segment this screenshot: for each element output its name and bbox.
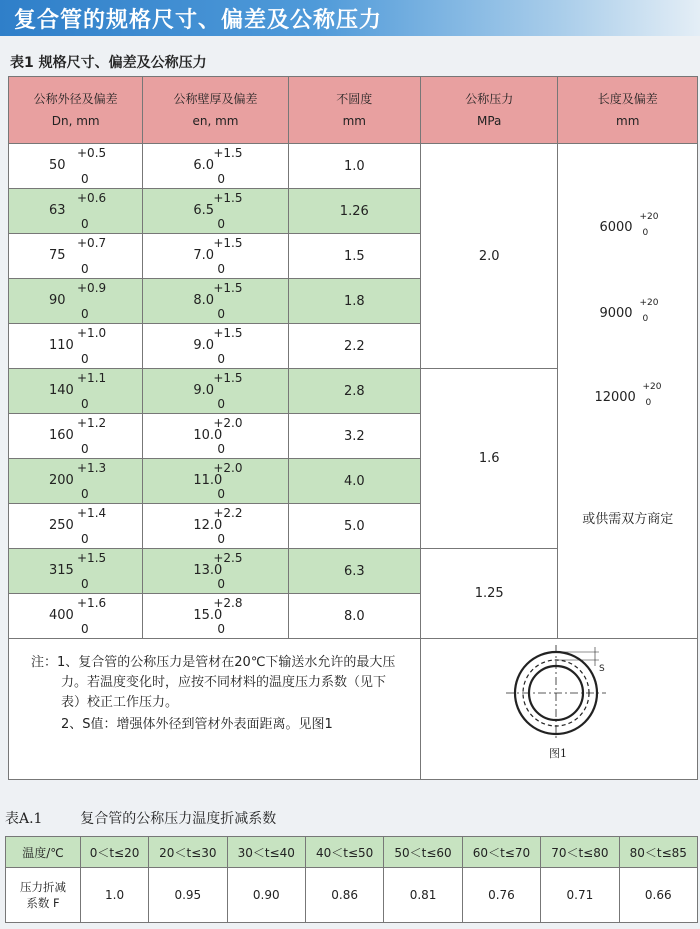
dn-cell-upper-tolerance: +0.6 <box>77 191 107 205</box>
factor-label: 压力折减 系数 F <box>6 868 81 923</box>
temperature-range: 40＜t≤50 <box>305 837 383 868</box>
en-cell-value: 11.0 <box>193 473 223 488</box>
dn-cell-upper-tolerance: +0.9 <box>77 281 107 295</box>
dn-cell <box>9 549 143 594</box>
length-lower-tolerance: 0 <box>645 398 652 408</box>
en-cell <box>143 504 288 549</box>
ovality-cell: 5.0 <box>288 504 420 549</box>
en-cell-lower-tolerance: 0 <box>217 307 225 321</box>
dn-cell-upper-tolerance: +1.2 <box>77 416 107 430</box>
dn-cell <box>9 504 143 549</box>
length-value: 12000 <box>594 390 636 405</box>
dn-cell-value: 315 <box>49 563 74 578</box>
factor-row <box>6 868 698 923</box>
temperature-factor-table <box>5 836 698 923</box>
en-cell-lower-tolerance: 0 <box>217 442 225 456</box>
dn-cell-lower-tolerance: 0 <box>81 532 89 546</box>
en-cell <box>143 594 288 639</box>
en-cell <box>143 279 288 324</box>
dn-cell <box>9 594 143 639</box>
en-cell-value: 15.0 <box>193 608 223 623</box>
en-cell-upper-tolerance: +1.5 <box>213 191 243 205</box>
header-length: 长度及偏差 mm <box>558 77 698 144</box>
en-cell-value: 9.0 <box>193 383 215 398</box>
reduction-factor: 0.90 <box>227 868 305 923</box>
figure-s-label: S <box>598 664 605 674</box>
spec-table-header-row <box>9 77 698 144</box>
dn-cell-lower-tolerance: 0 <box>81 442 89 456</box>
notes-cell <box>9 639 421 780</box>
pressure-cell: 1.6 <box>420 369 557 549</box>
notes-row <box>9 639 698 780</box>
dn-cell <box>9 144 143 189</box>
en-cell-value: 13.0 <box>193 563 223 578</box>
en-cell-upper-tolerance: +1.5 <box>213 281 243 295</box>
table1-caption: 表1 规格尺寸、偏差及公称压力 <box>10 55 207 71</box>
en-cell-upper-tolerance: +2.5 <box>213 551 243 565</box>
reduction-factor: 0.71 <box>541 868 619 923</box>
reduction-factor: 0.76 <box>462 868 540 923</box>
dn-cell-lower-tolerance: 0 <box>81 172 89 186</box>
dn-cell-lower-tolerance: 0 <box>81 622 89 636</box>
dn-cell-lower-tolerance: 0 <box>81 352 89 366</box>
en-cell-lower-tolerance: 0 <box>217 352 225 366</box>
dn-cell-upper-tolerance: +0.5 <box>77 146 107 160</box>
dn-cell <box>9 459 143 504</box>
dn-cell-value: 200 <box>49 473 74 488</box>
dn-cell-upper-tolerance: +1.0 <box>77 326 107 340</box>
table2-caption: 表A.1 复合管的公称压力温度折减系数 <box>5 811 277 827</box>
dn-cell-upper-tolerance: +1.4 <box>77 506 107 520</box>
pressure-cell: 1.25 <box>420 549 557 639</box>
length-cell <box>558 144 698 639</box>
length-upper-tolerance: +20 <box>642 382 662 392</box>
dn-cell-value: 50 <box>49 158 66 173</box>
en-cell-upper-tolerance: +1.5 <box>213 236 243 250</box>
en-cell-lower-tolerance: 0 <box>217 217 225 231</box>
ovality-cell: 3.2 <box>288 414 420 459</box>
length-lower-tolerance: 0 <box>642 228 649 238</box>
en-cell-value: 6.0 <box>193 158 215 173</box>
en-cell-value: 12.0 <box>193 518 223 533</box>
en-cell-value: 9.0 <box>193 338 215 353</box>
dn-cell-lower-tolerance: 0 <box>81 577 89 591</box>
dn-cell-lower-tolerance: 0 <box>81 487 89 501</box>
dn-cell-value: 140 <box>49 383 74 398</box>
temperature-range: 20＜t≤30 <box>149 837 227 868</box>
ovality-cell: 2.2 <box>288 324 420 369</box>
ovality-cell: 1.0 <box>288 144 420 189</box>
en-cell-upper-tolerance: +1.5 <box>213 326 243 340</box>
reduction-factor: 0.95 <box>149 868 227 923</box>
temperature-range: 50＜t≤60 <box>384 837 462 868</box>
ovality-cell: 1.5 <box>288 234 420 279</box>
note-2: 2、S值：增强体外径到管材外表面距离。见图1 <box>61 717 333 732</box>
temperature-range: 60＜t≤70 <box>462 837 540 868</box>
en-cell-upper-tolerance: +1.5 <box>213 371 243 385</box>
en-cell-lower-tolerance: 0 <box>217 622 225 636</box>
en-cell-value: 10.0 <box>193 428 223 443</box>
dn-cell-value: 75 <box>49 248 66 263</box>
length-upper-tolerance: +20 <box>639 212 659 222</box>
reduction-factor: 0.86 <box>305 868 383 923</box>
temperature-range: 70＜t≤80 <box>541 837 619 868</box>
dn-cell-lower-tolerance: 0 <box>81 307 89 321</box>
en-cell <box>143 234 288 279</box>
dn-cell-value: 90 <box>49 293 66 308</box>
en-cell-lower-tolerance: 0 <box>217 577 225 591</box>
title-banner <box>0 0 700 36</box>
header-en: 公称壁厚及偏差 en, mm <box>143 77 288 144</box>
ovality-cell: 2.8 <box>288 369 420 414</box>
header-pressure: 公称压力 MPa <box>420 77 557 144</box>
en-cell-lower-tolerance: 0 <box>217 532 225 546</box>
dn-cell <box>9 369 143 414</box>
figure-cell <box>420 639 697 780</box>
note-1: 注：1、复合管的公称压力是管材在20℃下输送水允许的最大压力。若温度变化时，应按不同材料的温度压力系数（见下表）校正工作压力。 <box>31 655 396 710</box>
en-cell <box>143 549 288 594</box>
dn-cell <box>9 414 143 459</box>
ovality-cell: 1.8 <box>288 279 420 324</box>
length-value: 9000 <box>599 306 633 321</box>
dn-cell <box>9 324 143 369</box>
en-cell-value: 8.0 <box>193 293 215 308</box>
en-cell-lower-tolerance: 0 <box>217 487 225 501</box>
dn-cell-upper-tolerance: +0.7 <box>77 236 107 250</box>
en-cell-upper-tolerance: +2.8 <box>213 596 243 610</box>
en-cell <box>143 369 288 414</box>
header-dn: 公称外径及偏差 Dn, mm <box>9 77 143 144</box>
en-cell <box>143 189 288 234</box>
dn-cell-lower-tolerance: 0 <box>81 397 89 411</box>
reduction-factor: 1.0 <box>81 868 149 923</box>
ovality-cell: 6.3 <box>288 549 420 594</box>
dn-cell <box>9 279 143 324</box>
page-title: 复合管的规格尺寸、偏差及公称压力 <box>14 8 383 33</box>
en-cell-value: 6.5 <box>193 203 215 218</box>
en-cell-value: 7.0 <box>193 248 215 263</box>
temperature-row <box>6 837 698 868</box>
pressure-cell: 2.0 <box>420 144 557 369</box>
pipe-cross-section-figure <box>421 639 697 775</box>
ovality-cell: 4.0 <box>288 459 420 504</box>
en-cell <box>143 414 288 459</box>
temperature-range: 80＜t≤85 <box>619 837 697 868</box>
temperature-label: 温度/℃ <box>6 837 81 868</box>
en-cell <box>143 459 288 504</box>
en-cell-lower-tolerance: 0 <box>217 262 225 276</box>
dn-cell-lower-tolerance: 0 <box>81 217 89 231</box>
en-cell-upper-tolerance: +1.5 <box>213 146 243 160</box>
length-value: 6000 <box>599 220 633 235</box>
dn-cell-value: 160 <box>49 428 74 443</box>
reduction-factor: 0.81 <box>384 868 462 923</box>
reduction-factor: 0.66 <box>619 868 697 923</box>
ovality-cell: 8.0 <box>288 594 420 639</box>
dn-cell-value: 110 <box>49 338 74 353</box>
temperature-range: 30＜t≤40 <box>227 837 305 868</box>
figure-label: 图1 <box>548 747 567 760</box>
spec-table <box>8 76 698 780</box>
spec-row <box>9 144 698 189</box>
en-cell-upper-tolerance: +2.0 <box>213 416 243 430</box>
dn-cell-upper-tolerance: +1.3 <box>77 461 107 475</box>
length-lower-tolerance: 0 <box>642 314 649 324</box>
dn-cell-upper-tolerance: +1.1 <box>77 371 107 385</box>
ovality-cell: 1.26 <box>288 189 420 234</box>
en-cell-lower-tolerance: 0 <box>217 172 225 186</box>
en-cell <box>143 324 288 369</box>
dn-cell-value: 250 <box>49 518 74 533</box>
dn-cell-value: 400 <box>49 608 74 623</box>
dn-cell-upper-tolerance: +1.5 <box>77 551 107 565</box>
en-cell-upper-tolerance: +2.2 <box>213 506 243 520</box>
dn-cell-upper-tolerance: +1.6 <box>77 596 107 610</box>
dn-cell-value: 63 <box>49 203 66 218</box>
en-cell <box>143 144 288 189</box>
temperature-range: 0＜t≤20 <box>81 837 149 868</box>
en-cell-upper-tolerance: +2.0 <box>213 461 243 475</box>
length-upper-tolerance: +20 <box>639 298 659 308</box>
length-alternative-note: 或供需双方商定 <box>582 512 674 527</box>
header-ovality: 不圆度 mm <box>288 77 420 144</box>
dn-cell <box>9 234 143 279</box>
dn-cell <box>9 189 143 234</box>
en-cell-lower-tolerance: 0 <box>217 397 225 411</box>
dn-cell-lower-tolerance: 0 <box>81 262 89 276</box>
